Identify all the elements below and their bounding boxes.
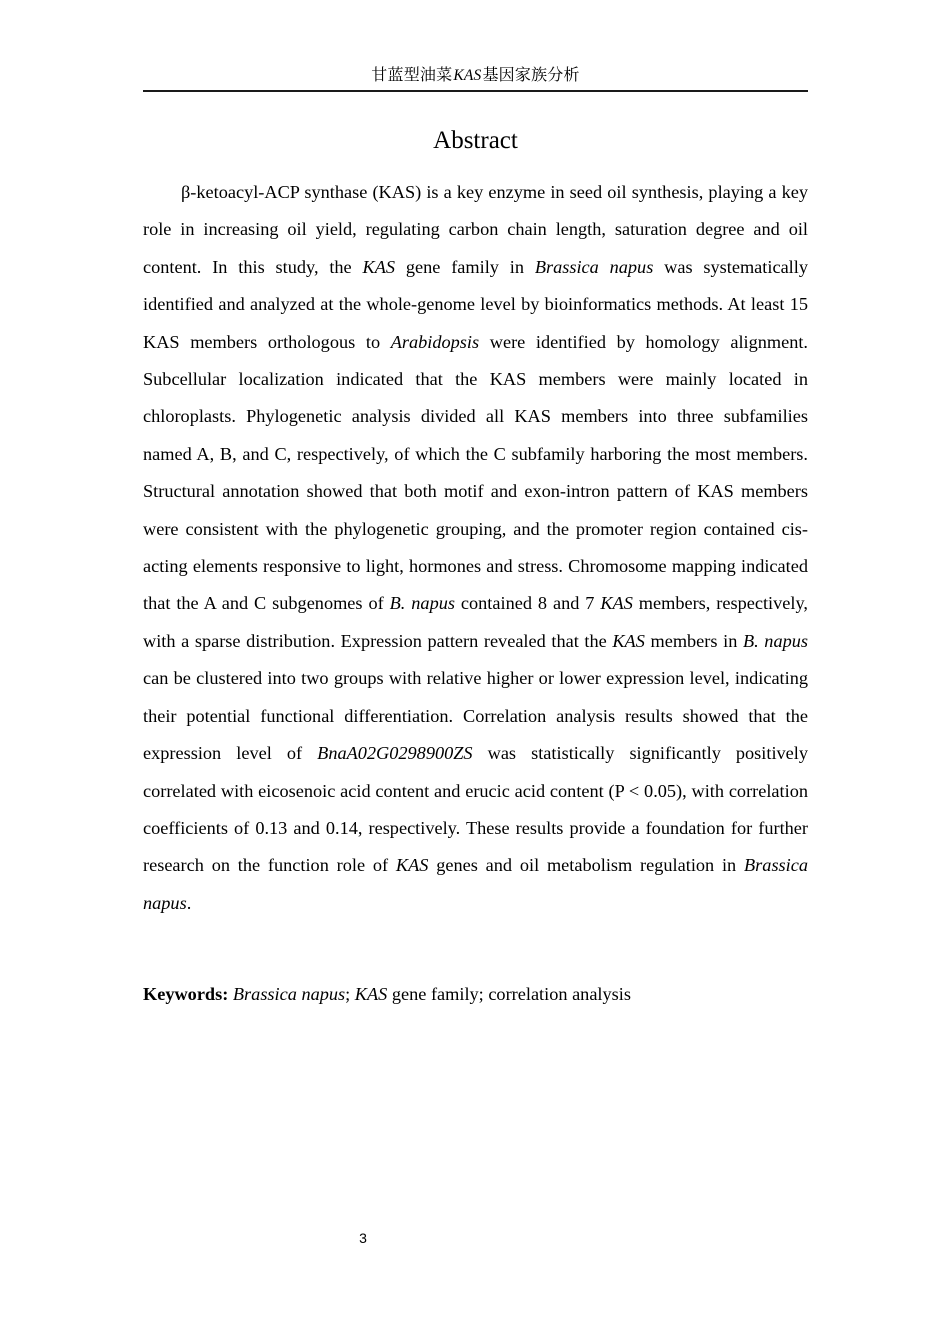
abstract-italic-species-2: B. napus [389, 593, 455, 614]
abstract-text-2: gene family in [395, 256, 535, 277]
keywords-line [143, 979, 808, 1010]
abstract-text-7: members in [644, 630, 743, 651]
abstract-text-10: genes and oil metabolism regulation in [428, 855, 745, 876]
running-header-cjk-suffix: 基因家族分析 [482, 65, 580, 84]
running-header-gene-name: KAS [453, 67, 482, 84]
abstract-italic-species-1: Brassica napus [534, 256, 654, 277]
keyword-species: Brassica napus [232, 984, 346, 1004]
abstract-italic-gene-id: BnaA02G0298900ZS [317, 743, 473, 764]
abstract-text-6: members, respectively, with a sparse distribution. Expression pattern revealed that the [143, 593, 808, 651]
running-header [143, 64, 808, 87]
abstract-italic-kas-4: KAS [395, 855, 429, 876]
running-header-cjk-prefix: 甘蓝型油菜 [371, 65, 453, 84]
keywords-rest: gene family; correlation analysis [387, 984, 631, 1004]
abstract-italic-species-3: B. napus [742, 630, 808, 651]
abstract-italic-kas-2: KAS [600, 593, 633, 614]
abstract-italic-species-4: Brassica napus [143, 855, 808, 913]
abstract-italic-kas-3: KAS [612, 630, 645, 651]
abstract-text-8: can be clustered into two groups with relative higher or lower expression level, indicating their potential functional differentiation. Correlation analysis results showed that the expression level of [143, 668, 808, 764]
abstract-text-3: was systematically identified and analyzed at the whole-genome level by bioinformatics methods. At least 15 KAS members orthologous to [143, 256, 808, 352]
keywords-separator: ; [345, 984, 355, 1004]
abstract-text-5: contained 8 and 7 [454, 593, 601, 614]
keywords-label: Keywords: [143, 984, 229, 1004]
abstract-paragraph [143, 174, 808, 922]
abstract-italic-kas-1: KAS [362, 256, 396, 277]
abstract-text-11: . [186, 892, 192, 913]
keyword-kas: KAS [354, 984, 388, 1004]
page-number: 3 [359, 1230, 367, 1246]
abstract-text-9: was statistically significantly positively correlated with eicosenoic acid content and erucic acid content (P < 0.05), with correlation coefficients of 0.13 and 0.14, respectively. These results provide a foundation for further research on the function role of [143, 743, 809, 876]
abstract-text-1: β-ketoacyl-ACP synthase (KAS) is a key enzyme in seed oil synthesis, playing a key role in increasing oil yield, regulating carbon chain length, saturation degree and oil content. In this study, the [143, 182, 808, 277]
abstract-italic-arabidopsis: Arabidopsis [390, 331, 480, 352]
abstract-text-4: were identified by homology alignment. Subcellular localization indicated that the KAS members were mainly located in chloroplasts. Phylogenetic analysis divided all KAS members into three subfamilies named A, B, and C, respectively, of which the C subfamily harboring the most members. Structural annotation showed that both motif and exon-intron pattern of KAS members were consistent with the phylogenetic grouping, and the promoter region contained cis-acting elements responsive to light, hormones and stress. Chromosome mapping indicated that the A and C subgenomes of [143, 331, 809, 614]
header-divider-rule [143, 90, 808, 92]
page-title: Abstract [433, 127, 518, 154]
